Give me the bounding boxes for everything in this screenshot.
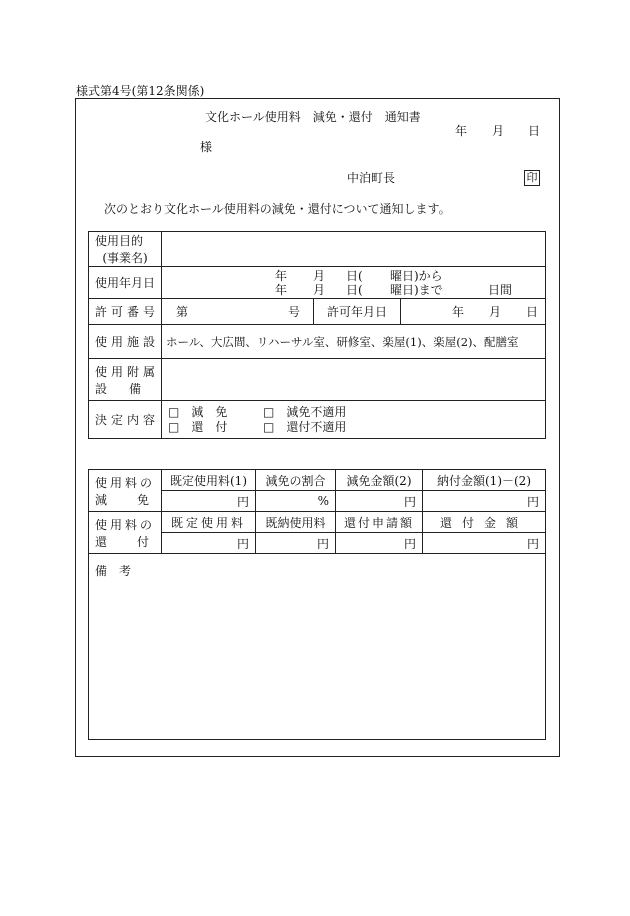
refund-sublabel: 還付 xyxy=(95,534,180,549)
permit-date-year: 年 xyxy=(452,305,465,319)
remarks-label: 備 考 xyxy=(95,564,132,578)
from-month: 月 xyxy=(313,268,326,283)
to-year: 年 xyxy=(275,282,288,297)
reduction-base-fee-field[interactable]: 円 xyxy=(162,491,256,512)
option-reduction-checkbox[interactable]: □ 減 免 xyxy=(168,405,228,419)
equipment-label: 使用附属 xyxy=(95,364,160,379)
decision-label: 決定内容 xyxy=(89,401,162,439)
details-table xyxy=(88,231,546,439)
remarks-row xyxy=(89,554,546,740)
purpose-field[interactable] xyxy=(162,232,546,267)
addressee-suffix: 様 xyxy=(200,140,213,154)
fee-table xyxy=(88,469,546,740)
form-title: 文化ホール使用料 減免・還付 通知書 xyxy=(205,110,421,124)
to-month: 月 xyxy=(313,282,326,297)
reduction-header-row xyxy=(89,470,546,491)
reduction-label-cell xyxy=(89,470,180,512)
header-date-month: 月 xyxy=(492,124,505,138)
purpose-row xyxy=(89,232,546,267)
issuer-name: 中泊町長 xyxy=(347,171,396,185)
facility-label: 使用施設 xyxy=(89,325,162,359)
decision-options xyxy=(162,401,546,439)
refund-amount-field[interactable]: 円 xyxy=(423,533,546,554)
refund-header-requested: 還付申請額 xyxy=(336,512,423,533)
refund-header-row xyxy=(89,512,546,533)
facility-row xyxy=(89,325,546,359)
reduction-payable-field[interactable]: 円 xyxy=(423,491,546,512)
use-date-field[interactable] xyxy=(162,267,546,299)
permit-date-field[interactable] xyxy=(401,299,546,325)
refund-header-amount: 還付金額 xyxy=(423,512,546,533)
option-reduction-not-applied-checkbox[interactable]: □ 減免不適用 xyxy=(263,405,347,419)
refund-paid-fee-field[interactable]: 円 xyxy=(256,533,336,554)
reduction-label: 使用料の xyxy=(95,475,156,490)
equipment-sublabel: 設備 xyxy=(95,381,164,396)
permit-number-field[interactable] xyxy=(162,299,314,325)
remarks-field[interactable] xyxy=(89,554,546,740)
reduction-rate-field[interactable]: % xyxy=(256,491,336,512)
permit-suffix: 号 xyxy=(288,305,301,319)
use-date-label: 使用年月日 xyxy=(89,267,162,299)
purpose-label-cell xyxy=(89,232,162,267)
refund-label: 使用料の xyxy=(95,517,156,532)
permit-prefix: 第 xyxy=(176,305,189,319)
equipment-field[interactable] xyxy=(162,359,546,401)
reduction-header-rate: 減免の割合 xyxy=(256,470,336,491)
refund-header-base-fee: 既定使用料 xyxy=(162,512,256,533)
permit-row xyxy=(89,299,546,325)
date-row xyxy=(89,267,546,299)
reduction-header-base-fee: 既定使用料(1) xyxy=(162,470,256,491)
permit-date-day: 日 xyxy=(526,305,539,319)
purpose-sublabel: (事業名) xyxy=(102,251,148,265)
days-count-suffix: 日間 xyxy=(488,282,513,297)
reduction-sublabel: 減免 xyxy=(95,492,180,507)
equipment-label-cell xyxy=(89,359,162,401)
permit-date-month: 月 xyxy=(489,305,502,319)
equipment-row xyxy=(89,359,546,401)
reduction-header-payable: 納付金額(1)－(2) xyxy=(423,470,546,491)
refund-label-cell xyxy=(89,512,180,554)
header-date-year: 年 xyxy=(455,124,468,138)
from-year: 年 xyxy=(275,268,288,283)
to-weekday: 曜日)まで xyxy=(390,282,443,297)
purpose-label: 使用目的 xyxy=(95,234,144,248)
to-day: 日( xyxy=(346,282,363,297)
facility-list: ホール、大広間、リハーサル室、研修室、楽屋(1)、楽屋(2)、配膳室 xyxy=(162,325,546,359)
refund-header-paid-fee: 既納使用料 xyxy=(256,512,336,533)
permit-number-label: 許可番号 xyxy=(89,299,162,325)
decision-row xyxy=(89,401,546,439)
reduction-header-amount: 減免金額(2) xyxy=(336,470,423,491)
seal-box: 印 xyxy=(524,170,540,186)
option-refund-not-applied-checkbox[interactable]: □ 還付不適用 xyxy=(263,420,347,434)
intro-text: 次のとおり文化ホール使用料の減免・還付について通知します。 xyxy=(104,202,451,216)
option-refund-checkbox[interactable]: □ 還 付 xyxy=(168,420,228,434)
form-reference: 様式第4号(第12条関係) xyxy=(76,84,205,98)
from-weekday: 曜日)から xyxy=(390,268,443,283)
use-date-lines xyxy=(162,268,545,298)
reduction-amount-field[interactable]: 円 xyxy=(336,491,423,512)
refund-base-fee-field[interactable]: 円 xyxy=(162,533,256,554)
header-date-day: 日 xyxy=(528,124,541,138)
from-day: 日( xyxy=(346,268,363,283)
refund-requested-field[interactable]: 円 xyxy=(336,533,423,554)
permit-date-label: 許可年月日 xyxy=(314,299,401,325)
